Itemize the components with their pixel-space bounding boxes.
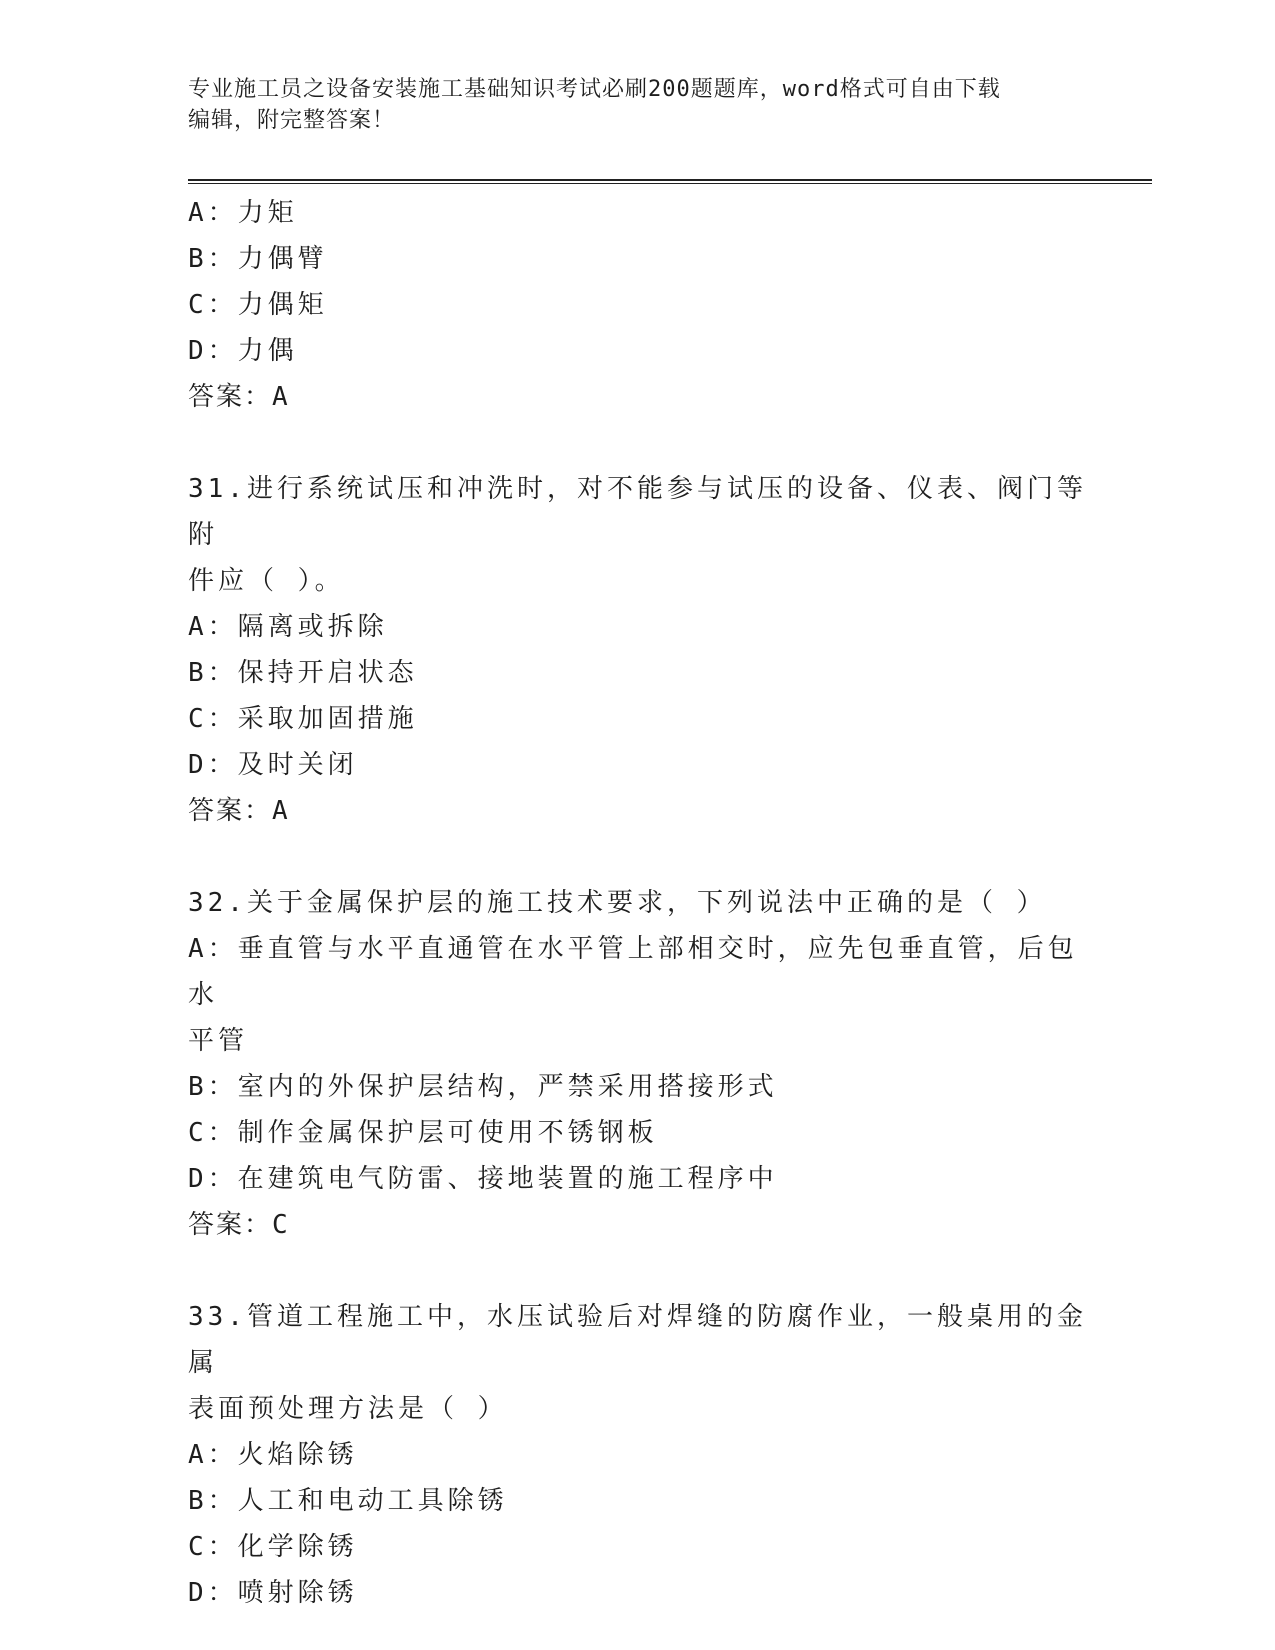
answer-value: A [272,382,290,412]
answer-label: 答案： [188,382,273,412]
question-30-continuation [188,190,1088,420]
option-c: C：力偶矩 [188,290,328,320]
option-a: A：垂直管与水平直通管在水平管上部相交时，应先包垂直管，后包水 [188,934,1078,1010]
answer-label: 答案： [188,1210,273,1240]
question-stem: 33.管道工程施工中，水压试验后对焊缝的防腐作业，一般桌用的金属 [188,1302,1087,1378]
option-b: B：人工和电动工具除锈 [188,1486,508,1516]
question-stem-continued: 件应（ ）。 [188,566,345,596]
spacer [188,420,1088,466]
answer-line [188,1202,1088,1248]
option-a: A：力矩 [188,198,298,228]
question-list [188,190,1088,1616]
question-31 [188,466,1088,834]
question-stem: 31.进行系统试压和冲洗时，对不能参与试压的设备、仪表、阀门等附 [188,474,1087,550]
option-a: A：隔离或拆除 [188,612,388,642]
question-32 [188,880,1088,1248]
question-stem-continued: 表面预处理方法是（ ） [188,1394,508,1424]
option-b: B：保持开启状态 [188,658,418,688]
header-divider [188,179,1152,181]
option-c: C：化学除锈 [188,1532,358,1562]
answer-line [188,788,1088,834]
header-title-line-1: 专业施工员之设备安装施工基础知识考试必刷200题题库，word格式可自由下载 [188,77,1001,102]
option-b: B：力偶臂 [188,244,328,274]
question-33 [188,1294,1088,1616]
option-d: D：及时关闭 [188,750,358,780]
answer-value: C [272,1210,290,1240]
spacer [188,834,1088,880]
option-d: D：在建筑电气防雷、接地装置的施工程序中 [188,1164,778,1194]
answer-value: A [272,796,290,826]
option-c: C：采取加固措施 [188,704,418,734]
option-a-continued: 平管 [188,1026,249,1056]
answer-line [188,374,1088,420]
spacer [188,1248,1088,1294]
option-d: D：力偶 [188,336,298,366]
option-a: A：火焰除锈 [188,1440,358,1470]
option-d: D：喷射除锈 [188,1578,358,1608]
question-stem: 32.关于金属保护层的施工技术要求，下列说法中正确的是（ ） [188,888,1047,918]
document-header [188,74,1088,136]
option-b: B：室内的外保护层结构，严禁采用搭接形式 [188,1072,778,1102]
answer-label: 答案： [188,796,273,826]
header-title-line-2: 编辑，附完整答案！ [188,108,396,133]
option-c: C：制作金属保护层可使用不锈钢板 [188,1118,658,1148]
header-divider-thin [188,183,1152,184]
